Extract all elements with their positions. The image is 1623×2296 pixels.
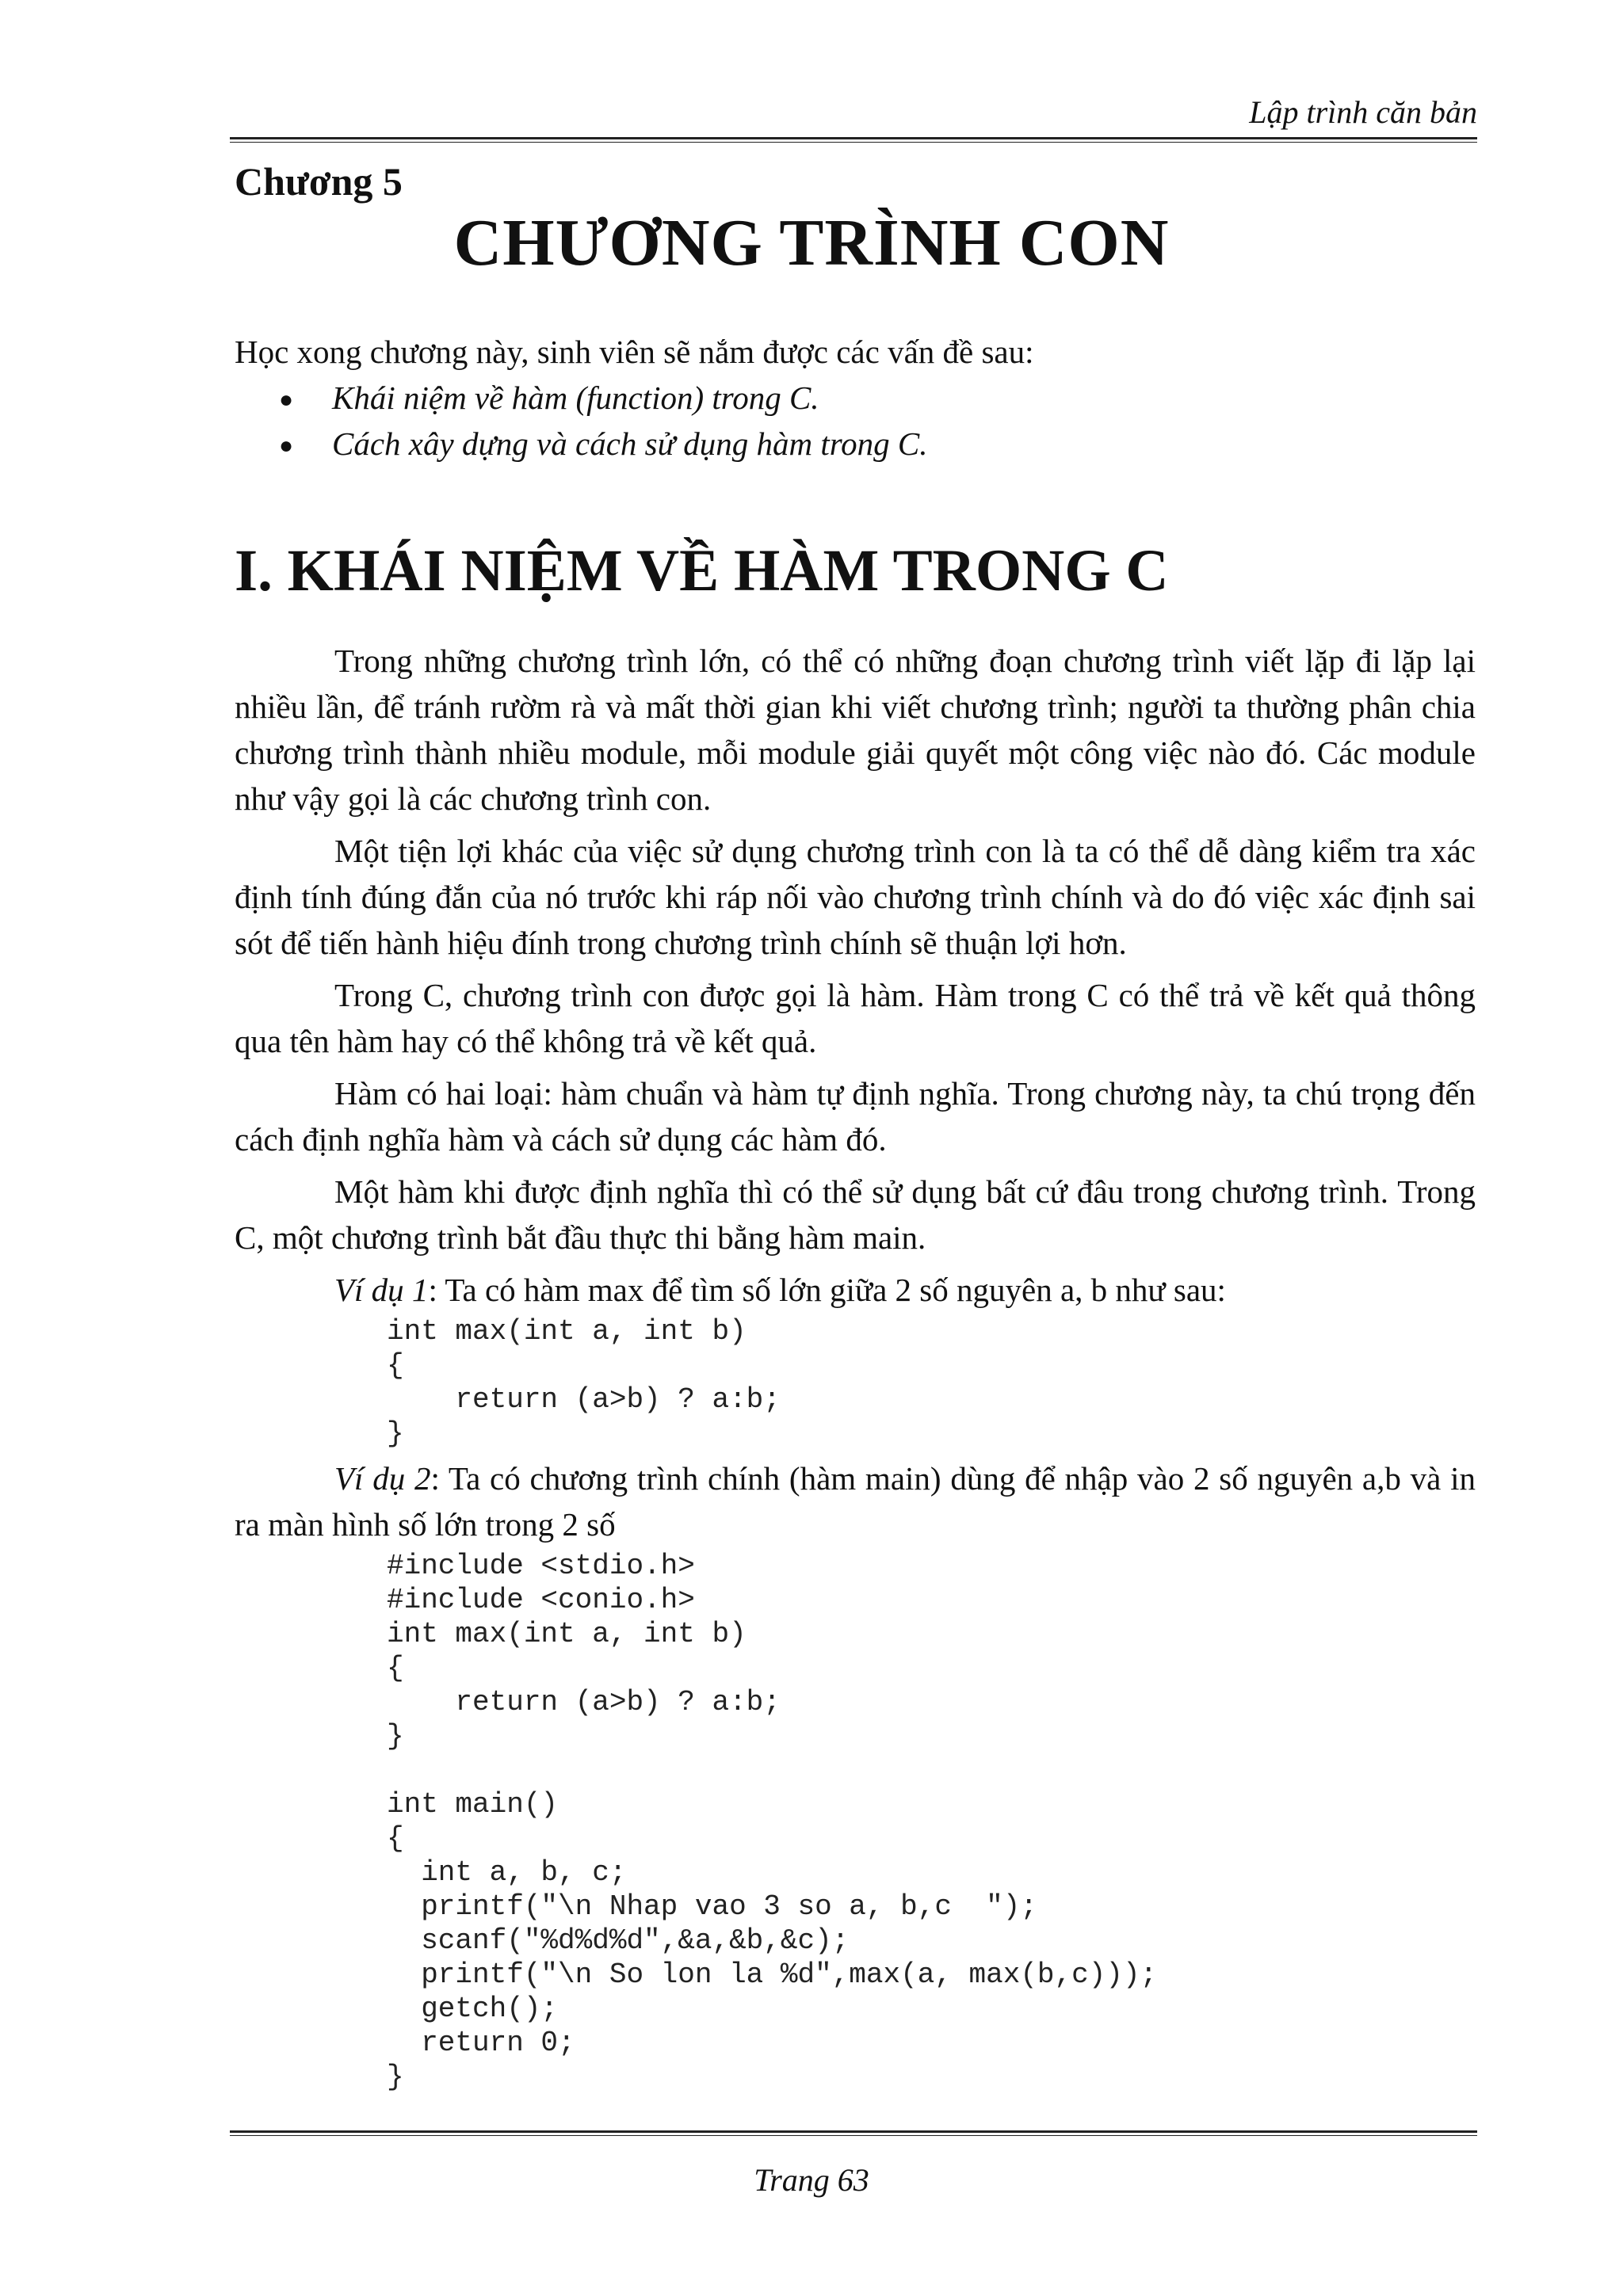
chapter-title: CHƯƠNG TRÌNH CON — [453, 206, 1170, 280]
section-heading: I. KHÁI NIỆM VỀ HÀM TRONG C — [235, 538, 1169, 604]
example-label: Ví dụ 1 — [334, 1272, 429, 1308]
paragraph: Một hàm khi được định nghĩa thì có thể sử dụng bất cứ đâu trong chương trình. Trong C, một chương trình bắt đầu thực thi bằng hàm main. — [235, 1173, 1476, 1256]
example-1-intro — [235, 1267, 1476, 1313]
footer-rule — [230, 2130, 1477, 2136]
chapter-label: Chương 5 — [235, 159, 403, 204]
page-number: Trang 63 — [754, 2162, 869, 2198]
example-text: : Ta có chương trình chính (hàm main) dùng để nhập vào 2 số nguyên a,b và in ra màn hình số lớn trong 2 số — [235, 1460, 1476, 1543]
header-rule — [230, 137, 1477, 143]
paragraph: Trong C, chương trình con được gọi là hàm. Hàm trong C có thể trả về kết quả thông qua tên hàm hay có thể không trả về kết quả. — [235, 977, 1476, 1059]
intro-text: Học xong chương này, sinh viên sẽ nắm được các vấn đề sau: — [235, 334, 1034, 370]
bullet-icon: ● — [279, 433, 294, 459]
objective-text: Cách xây dựng và cách sử dụng hàm trong C. — [332, 425, 928, 462]
example-label: Ví dụ 2 — [334, 1460, 431, 1497]
example-2-intro — [235, 1455, 1476, 1547]
body-text — [235, 638, 1476, 2099]
objective-text: Khái niệm về hàm (function) trong C. — [332, 379, 819, 416]
paragraph: Một tiện lợi khác của việc sử dụng chương trình con là ta có thể dễ dàng kiểm tra xác định tính đúng đắn của nó trước khi ráp nối vào chương trình chính và do đó việc xác định sai sót để tiến hành hiệu đính trong chương trình chính sẽ thuận lợi hơn. — [235, 833, 1476, 961]
code-block: int max(int a, int b) { return (a>b) ? a:b; } — [387, 1315, 781, 1450]
paragraph: Hàm có hai loại: hàm chuẩn và hàm tự định nghĩa. Trong chương này, ta chú trọng đến cách định nghĩa hàm và cách sử dụng các hàm đó. — [235, 1075, 1476, 1158]
code-block: #include <stdio.h> #include <conio.h> int max(int a, int b) { return (a>b) ? a:b; } int main() { int a, b, c; printf("\n Nhap vao 3 so a, b,c "); scanf("%d%d%d",&a,&b,&c); printf("\n So lon la %d",max(a, max(b,c))); getch(); return 0; } — [387, 1550, 1158, 2093]
example-text: : Ta có hàm max để tìm số lớn giữa 2 số nguyên a, b như sau: — [428, 1272, 1226, 1308]
bullet-icon: ● — [279, 387, 294, 413]
paragraph: Trong những chương trình lớn, có thể có những đoạn chương trình viết lặp đi lặp lại nhiều lần, để tránh rườm rà và mất thời gian khi viết chương trình; người ta thường phân chia chương trình thành nhiều module, mỗi module giải quyết một công việc nào đó. Các module như vậy gọi là các chương trình con. — [235, 643, 1476, 817]
running-header: Lập trình căn bản — [1249, 94, 1477, 130]
